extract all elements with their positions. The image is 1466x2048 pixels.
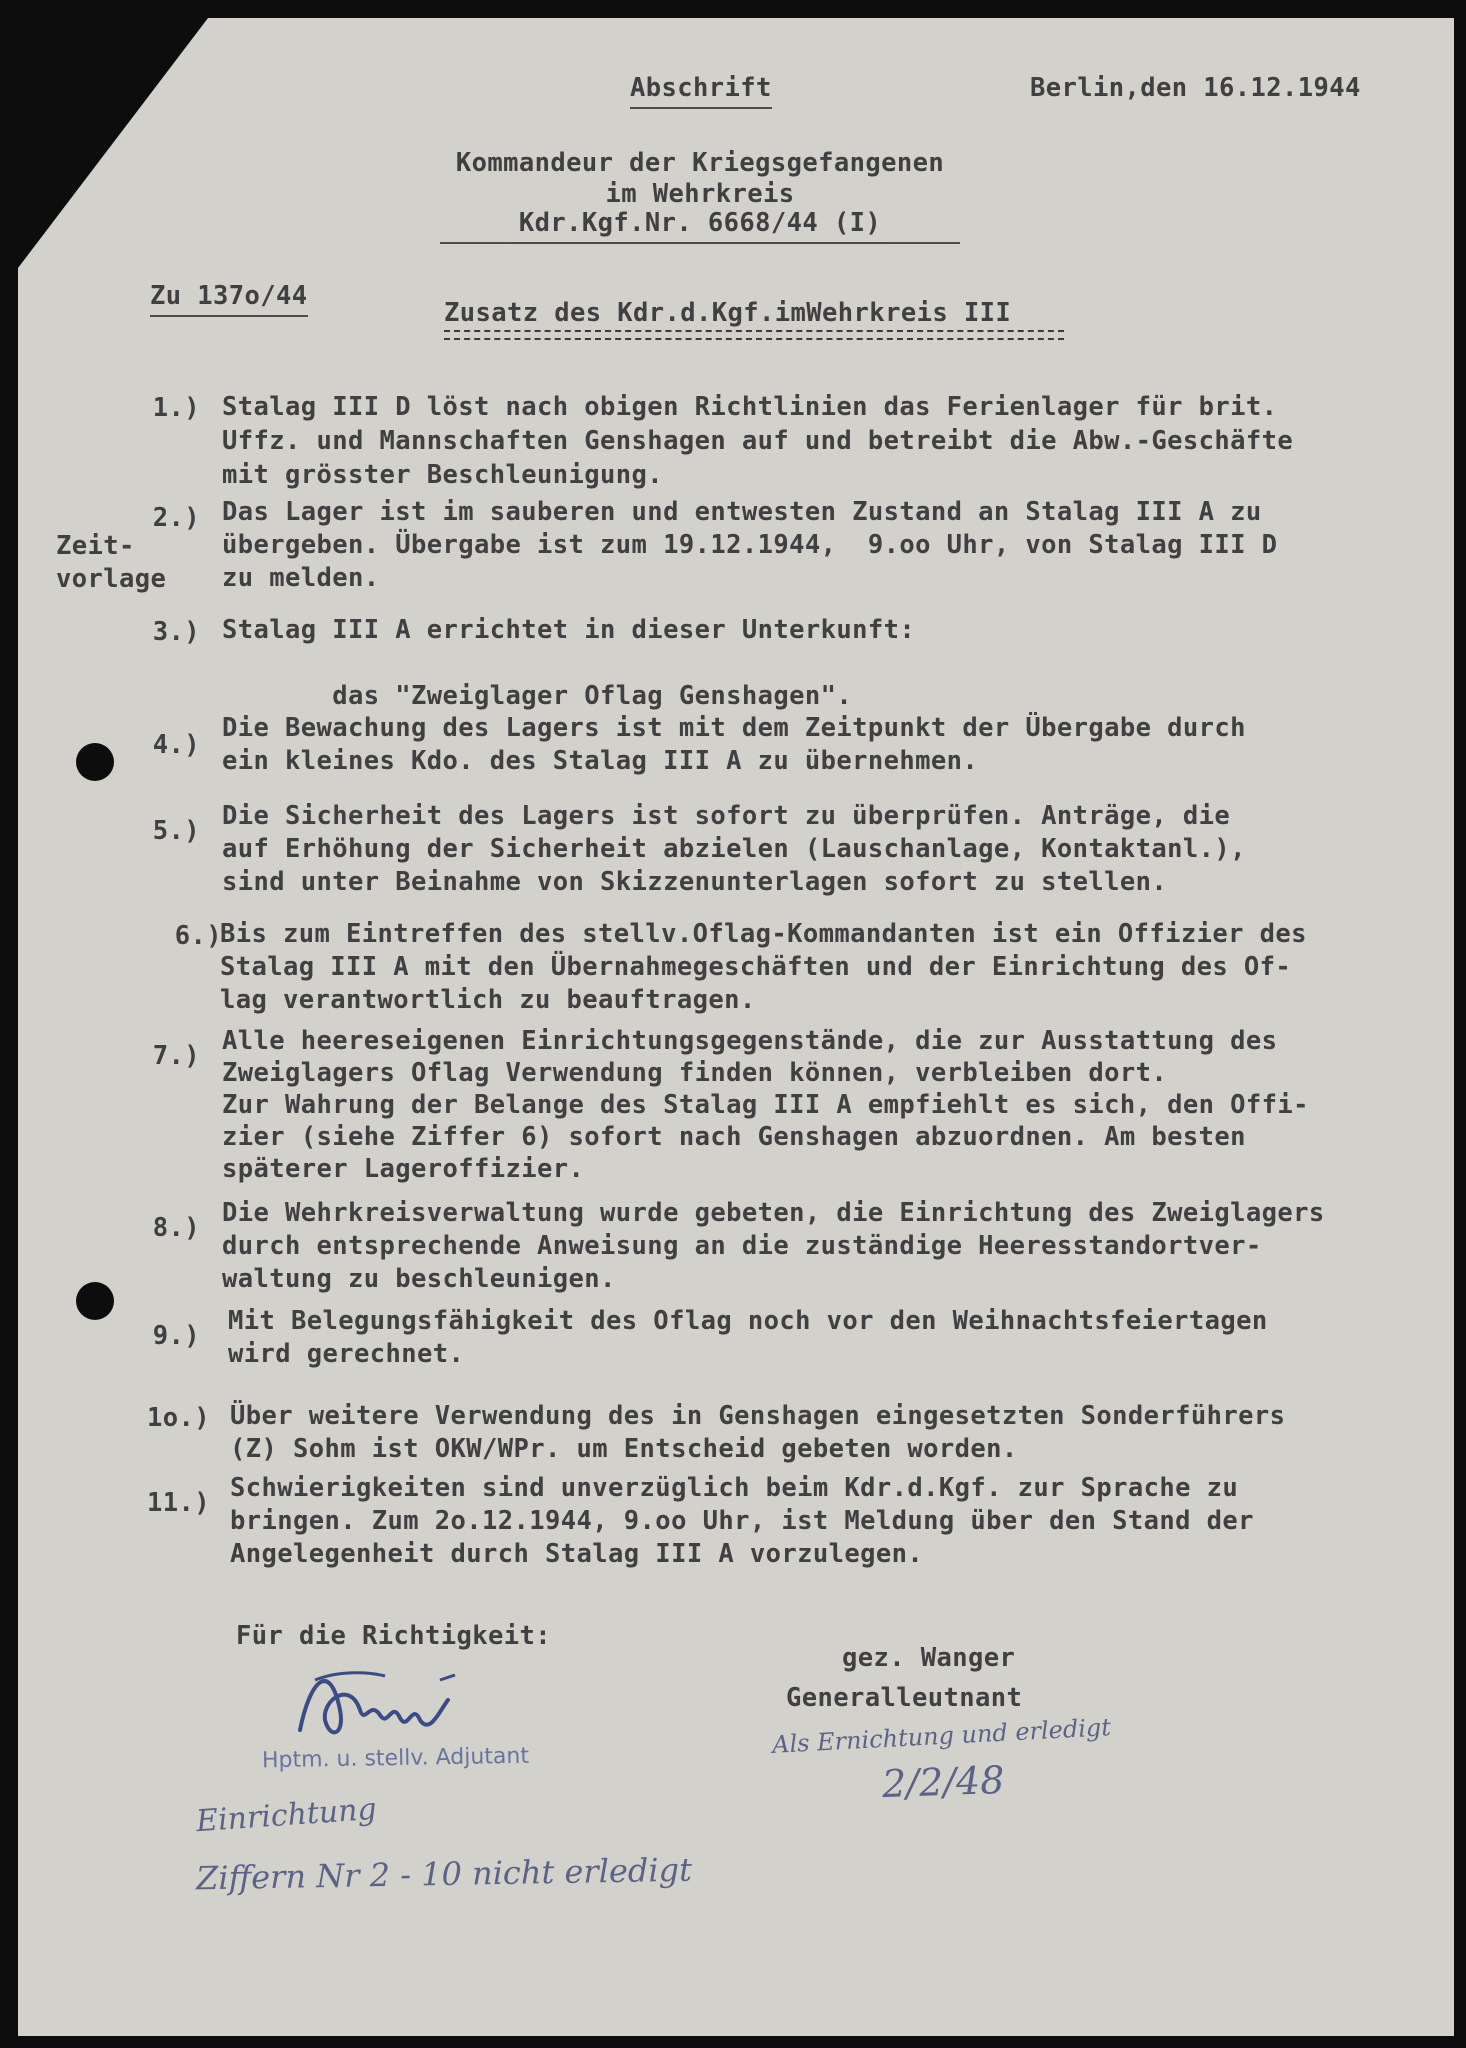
item-number: 11.)	[146, 1488, 210, 1518]
item-text: Bis zum Eintreffen des stellv.Oflag-Kommandanten ist ein Offizier des Stalag III A mit den Übernahmegeschäften und der Einrichtung des Of- lag verantwortlich zu beauftragen.	[220, 919, 1307, 1015]
item-number: 5.)	[152, 816, 200, 846]
office-name: Kommandeur der Kriegsgefangenen	[455, 148, 945, 178]
file-number: Kdr.Kgf.Nr. 6668/44 (I)	[440, 205, 960, 244]
item-text: Die Wehrkreisverwaltung wurde gebeten, die Einrichtung des Zweiglagers durch entsprechende Anweisung an die zuständige Heeresstandortver- waltung zu beschleunigen.	[222, 1198, 1325, 1294]
item-text: Schwierigkeiten sind unverzüglich beim Kdr.d.Kgf. zur Sprache zu bringen. Zum 2o.12.1944, 9.oo Uhr, ist Meldung über den Stand der Angelegenheit durch Stalag III A vorzulegen.	[230, 1473, 1254, 1569]
signer-rank: Generalleutnant	[786, 1683, 1023, 1713]
handwritten-note: Einrichtung	[194, 1791, 378, 1840]
document-label: Abschrift	[630, 70, 772, 109]
item-text: Alle heereseigenen Einrichtungsgegenstände, die zur Ausstattung des Zweiglagers Oflag Verwendung finden können, verbleiben dort. Zur Wahrung der Belange des Stalag III A empfiehlt es sich, den Offi- zier (siehe Ziffer 6) sofort nach Genshagen abzuordnen. Am besten späterer Lageroffizier.	[222, 1026, 1309, 1184]
signed-by: gez. Wanger	[842, 1643, 1016, 1673]
handwritten-note: Ziffern Nr 2 - 10 nicht erledigt	[195, 1850, 693, 1898]
item-text: Über weitere Verwendung des in Genshagen eingesetzten Sonderführers (Z) Sohm ist OKW/WPr. um Entscheid gebeten worden.	[230, 1401, 1286, 1464]
subject-double-underline	[444, 330, 1064, 340]
item-number: 8.)	[152, 1213, 200, 1243]
adjutant-stamp: Hptm. u. stellv. Adjutant	[261, 1743, 530, 1774]
handwritten-date: 2/2/48	[881, 1757, 1006, 1807]
item-text: Stalag III A errichtet in dieser Unterkunft: das "Zweiglager Oflag Genshagen".	[222, 615, 916, 711]
item-number: 2.)	[152, 503, 200, 533]
handwritten-note: Als Ernichtung und erledigt	[771, 1713, 1112, 1759]
item-text: Die Sicherheit des Lagers ist sofort zu überprüfen. Anträge, die auf Erhöhung der Sicherheit abzielen (Lauschanlage, Kontaktanl.), sind unter Beinahme von Skizzenunterlagen sofort zu stellen.	[222, 801, 1246, 897]
punch-hole	[76, 1282, 114, 1320]
office-district: im Wehrkreis	[605, 179, 795, 209]
subject-title: Zusatz des Kdr.d.Kgf.imWehrkreis III	[444, 298, 1012, 328]
item-text: Das Lager ist im sauberen und entwesten Zustand an Stalag III A zu übergeben. Übergabe ist zum 19.12.1944, 9.oo Uhr, von Stalag III D zu melden.	[222, 497, 1278, 593]
item-number: 7.)	[152, 1041, 200, 1071]
margin-note: Zeit- vorlage	[56, 531, 167, 594]
item-text: Die Bewachung des Lagers ist mit dem Zeitpunkt der Übergabe durch ein kleines Kdo. des Stalag III A zu übernehmen.	[222, 713, 1246, 776]
item-number: 1.)	[152, 393, 200, 423]
punch-hole	[76, 743, 114, 781]
item-text: Mit Belegungsfähigkeit des Oflag noch vor den Weihnachtsfeiertagen wird gerechnet.	[228, 1306, 1268, 1369]
item-number: 6.)	[174, 921, 222, 951]
item-number: 9.)	[152, 1321, 200, 1351]
place-date: Berlin,den 16.12.1944	[1030, 73, 1361, 103]
certification-label: Für die Richtigkeit:	[236, 1621, 552, 1651]
item-number: 1o.)	[146, 1403, 210, 1433]
reference: Zu 137o/44	[150, 278, 308, 317]
item-number: 3.)	[152, 617, 200, 647]
item-text: Stalag III D löst nach obigen Richtlinien das Ferienlager für brit. Uffz. und Mannschaften Genshagen auf und betreibt die Abw.-Geschäfte mit grösster Beschleunigung.	[222, 392, 1294, 490]
item-number: 4.)	[152, 730, 200, 760]
